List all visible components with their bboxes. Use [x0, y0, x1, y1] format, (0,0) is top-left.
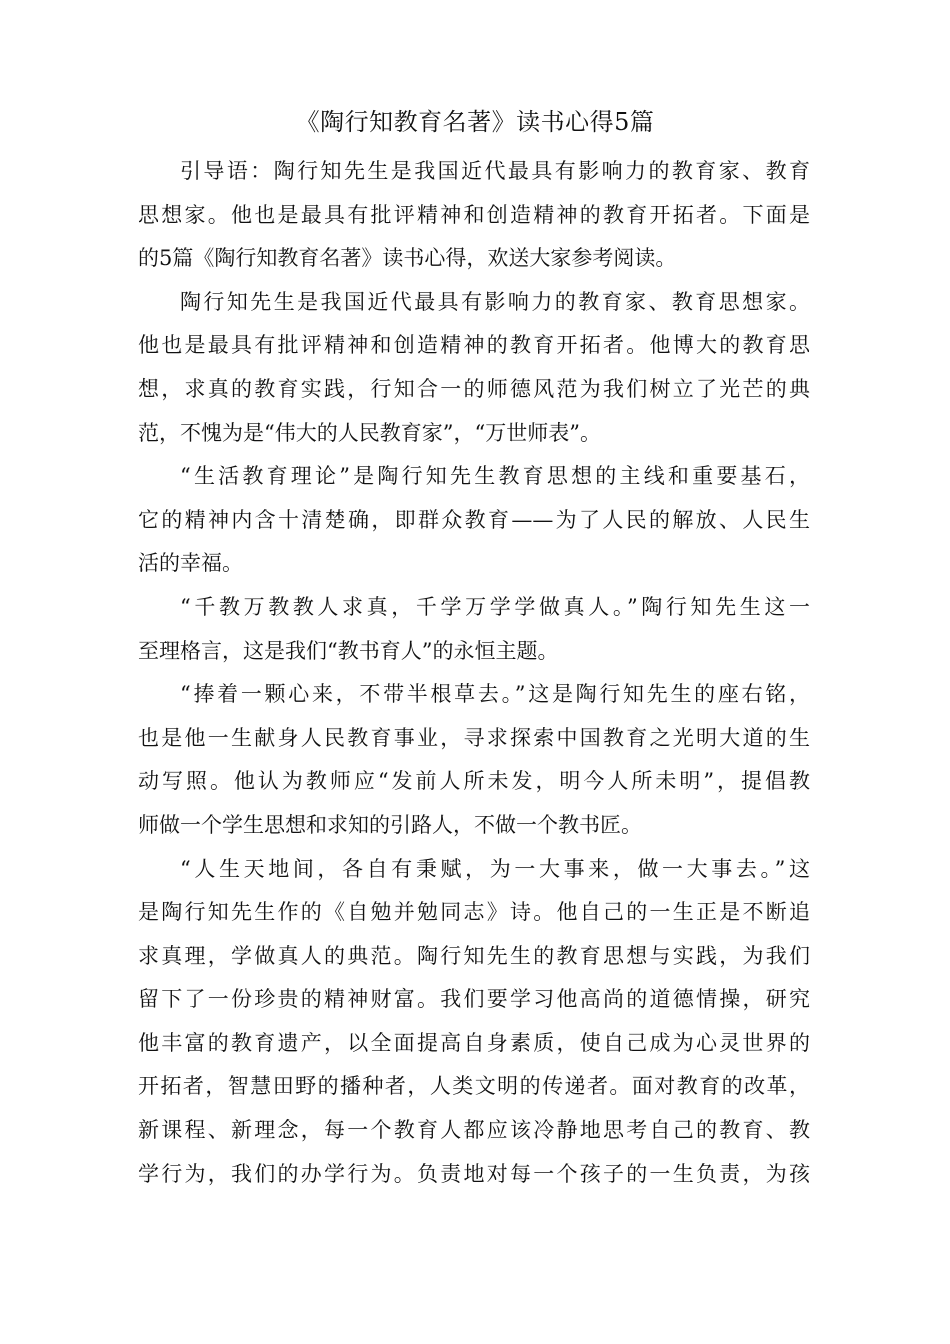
body-line: 是陶行知先生作的《自勉并勉同志》诗。他自己的一生正是不断追 — [138, 900, 810, 925]
body-line: 活的幸福。 — [138, 551, 243, 576]
document-title: 《陶行知教育名著》读书心得5篇 — [295, 108, 655, 136]
document-body — [138, 150, 810, 1196]
body-line: 动写照。他认为教师应“发前人所未发，明今人所未明”，提倡教 — [138, 769, 810, 794]
body-line: 至理格言，这是我们“教书育人”的永恒主题。 — [138, 638, 559, 663]
body-line: 陶行知先生是我国近代最具有影响力的教育家、教育思想家。 — [180, 289, 810, 314]
body-line: “生活教育理论”是陶行知先生教育思想的主线和重要基石， — [180, 464, 810, 489]
body-line: 的5篇《陶行知教育名著》读书心得，欢送大家参考阅读。 — [138, 246, 677, 271]
body-line: 想，求真的教育实践，行知合一的师德风范为我们树立了光芒的典 — [138, 376, 810, 401]
body-line: 师做一个学生思想和求知的引路人，不做一个教书匠。 — [138, 812, 642, 837]
body-line: 它的精神内含十清楚确，即群众教育——为了人民的解放、人民生 — [138, 507, 810, 532]
body-line: 他也是最具有批评精神和创造精神的教育开拓者。他博大的教育思 — [138, 333, 810, 358]
body-line: 他丰富的教育遗产，以全面提高自身素质，使自己成为心灵世界的 — [138, 1030, 810, 1055]
body-line: 留下了一份珍贵的精神财富。我们要学习他高尚的道德情操，研究 — [138, 987, 810, 1012]
body-line: 也是他一生献身人民教育事业，寻求探索中国教育之光明大道的生 — [138, 725, 810, 750]
body-line: “人生天地间，各自有秉赋，为一大事来，做一大事去。”这 — [180, 856, 810, 881]
body-line: 引导语：陶行知先生是我国近代最具有影响力的教育家、教育 — [180, 159, 810, 183]
body-line: 思想家。他也是最具有批评精神和创造精神的教育开拓者。下面是 — [138, 202, 810, 227]
body-line: 范，不愧为是“伟大的人民教育家”，“万世师表”。 — [138, 420, 601, 445]
body-line: “千教万教教人求真，千学万学学做真人。”陶行知先生这一 — [180, 594, 810, 619]
body-line: “捧着一颗心来，不带半根草去。”这是陶行知先生的座右铭， — [180, 682, 810, 707]
body-line: 开拓者，智慧田野的播种者，人类文明的传递者。面对教育的改革， — [138, 1074, 810, 1099]
body-line: 新课程、新理念，每一个教育人都应该冷静地思考自己的教育、教 — [138, 1118, 810, 1143]
body-line: 学行为，我们的办学行为。负责地对每一个孩子的一生负责，为孩 — [138, 1161, 810, 1186]
body-line: 求真理，学做真人的典范。陶行知先生的教育思想与实践，为我们 — [138, 943, 810, 968]
